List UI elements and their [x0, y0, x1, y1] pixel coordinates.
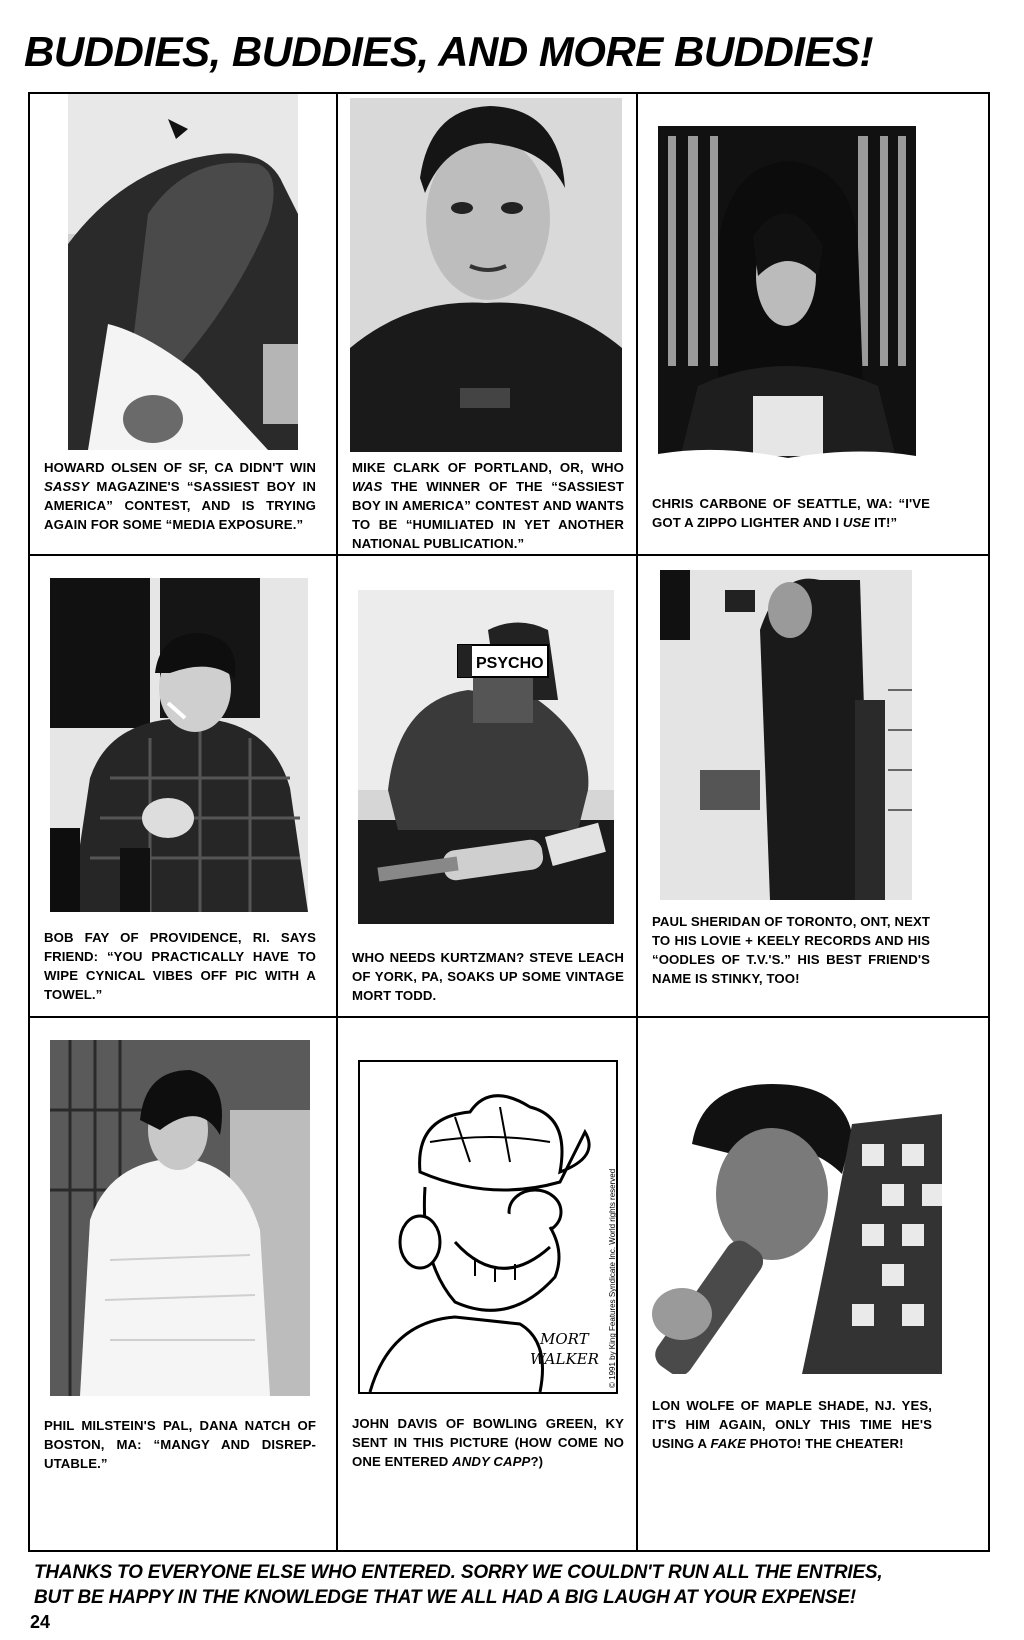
- caption-mike-clark: MIKE CLARK OF PORTLAND, OR, WHO WAS THE WINNER OF THE “SASSIEST BOY IN AMERICA” CONTEST AND WANTS TO BE “HUMILIATED IN YET ANOTHER NATIONAL PUBLICATION.”: [352, 460, 624, 551]
- comic-character-drawing: [360, 1062, 616, 1392]
- entry-cell-4: [30, 556, 338, 1018]
- psycho-magazine: [458, 645, 548, 677]
- page-headline: BUDDIES, BUDDIES, AND MORE BUDDIES!: [24, 28, 873, 75]
- photo-paul-sheridan: [660, 570, 912, 900]
- closing-message-line-2: BUT BE HAPPY IN THE KNOWLEDGE THAT WE ALL HAD A BIG LAUGH AT YOUR EXPENSE!: [34, 1587, 856, 1608]
- caption-paul-sheridan: PAUL SHERIDAN OF TORONTO, ONT, NEXT TO HIS LOVIE + KEELY RECORDS AND HIS “OODLES OF T.V.'S.” HIS BEST FRIEND'S NAME IS STINKY, TOO!: [652, 914, 931, 986]
- entry-cell-5: [338, 556, 638, 1018]
- caption-dana-natch: PHIL MILSTEIN'S PAL, DANA NATCH OF BOSTON, MA: “MANGY AND DISREP-UTABLE.”: [44, 1418, 316, 1471]
- signature-mort: MORT: [540, 1330, 589, 1348]
- photo-dana-natch: [50, 1040, 310, 1396]
- caption-chris-carbone: CHRIS CARBONE OF SEATTLE, WA: “I'VE GOT A ZIPPO LIGHTER AND I USE IT!”: [652, 496, 930, 530]
- entry-cell-8: [338, 1018, 638, 1552]
- comic-drawing-frame: [358, 1060, 618, 1394]
- photo-howard-olsen: [68, 94, 298, 450]
- photo-mike-clark: [350, 98, 622, 452]
- copyright-notice: © 1991 by King Features Syndicate Inc. World rights reserved: [608, 1168, 617, 1388]
- entry-cell-7: [30, 1018, 338, 1552]
- caption-howard-olsen: HOWARD OLSEN OF SF, CA DIDN'T WIN SASSY MAGAZINE'S “SASSIEST BOY IN AMERICA” CONTEST, AND IS TRYING AGAIN FOR SOME “MEDIA EXPOSURE.”: [44, 460, 316, 532]
- entry-cell-1: [30, 94, 338, 556]
- signature-walker: WALKER: [530, 1350, 599, 1368]
- entry-cell-2: [338, 94, 638, 556]
- photo-bob-fay: [50, 578, 308, 912]
- page-number: 24: [30, 1612, 51, 1632]
- closing-message: [34, 1560, 994, 1610]
- entry-cell-9: [638, 1018, 988, 1552]
- entry-cell-6: [638, 556, 988, 1018]
- photo-lon-wolfe: [652, 1084, 942, 1374]
- psycho-label: PSYCHO: [476, 655, 544, 672]
- photo-steve-leach: [358, 590, 614, 924]
- caption-bob-fay: BOB FAY OF PROVIDENCE, RI. SAYS FRIEND: “YOU PRACTICALLY HAVE TO WIPE CYNICAL VIBES OFF PIC WITH A TOWEL.”: [44, 930, 316, 1002]
- closing-message-line-1: THANKS TO EVERYONE ELSE WHO ENTERED. SORRY WE COULDN'T RUN ALL THE ENTRIES,: [34, 1562, 883, 1583]
- caption-lon-wolfe: LON WOLFE OF MAPLE SHADE, NJ. YES, IT'S HIM AGAIN, ONLY THIS TIME HE'S USING A FAKE PHOTO! THE CHEATER!: [652, 1398, 932, 1451]
- caption-steve-leach: WHO NEEDS KURTZMAN? STEVE LEACH OF YORK, PA, SOAKS UP SOME VINTAGE MORT TODD.: [352, 950, 624, 1003]
- photo-chris-carbone: [658, 126, 916, 466]
- caption-john-davis: JOHN DAVIS OF BOWLING GREEN, KY SENT IN THIS PICTURE (HOW COME NO ONE ENTERED ANDY CAPP?): [352, 1416, 624, 1469]
- photo-grid: [28, 92, 990, 1552]
- entry-cell-3: [638, 94, 988, 556]
